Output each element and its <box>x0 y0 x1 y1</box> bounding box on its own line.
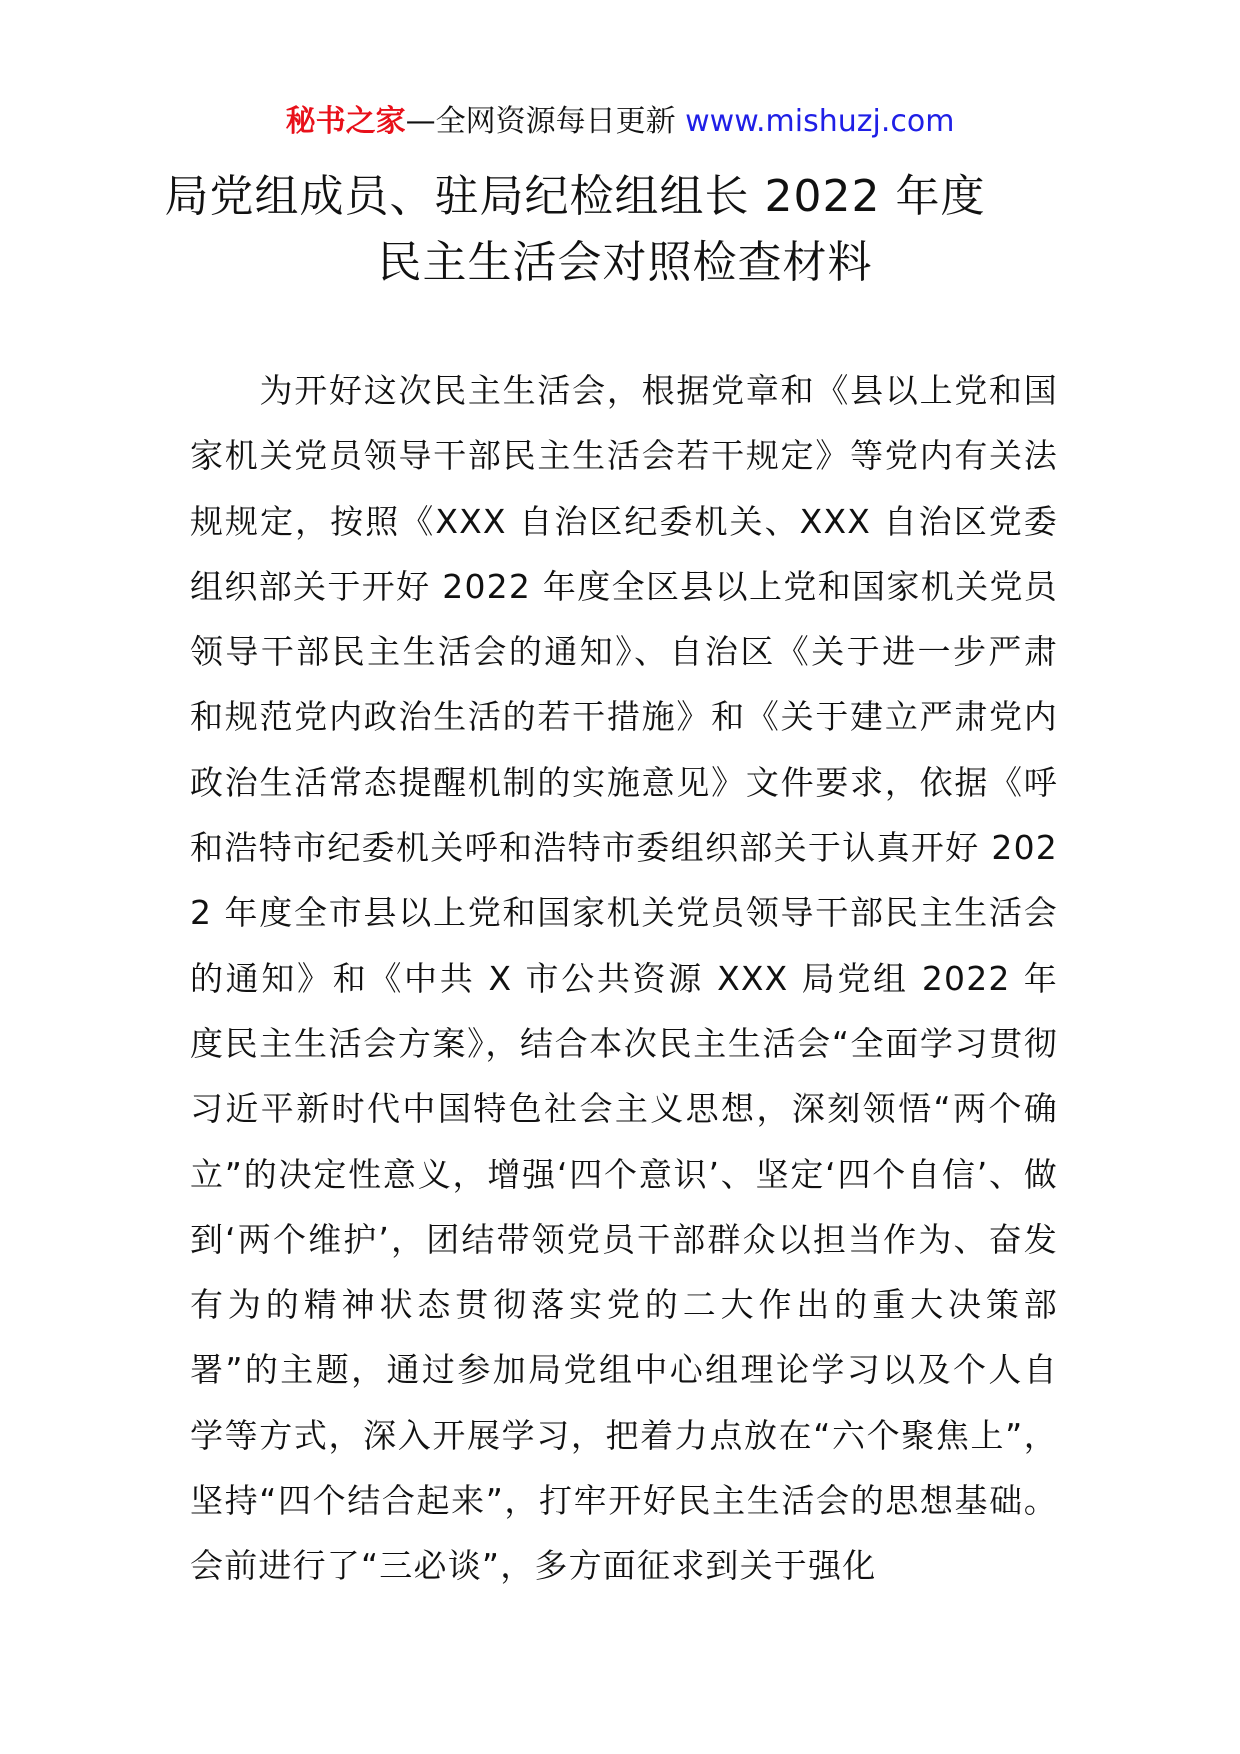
title-line-1: 局党组成员、驻局纪检组组长 2022 年度 <box>164 171 986 222</box>
site-header <box>0 100 1240 144</box>
site-url-link[interactable]: www.mishuzj.com <box>685 104 955 139</box>
header-tagline: —全网资源每日更新 <box>405 104 676 139</box>
document-title <box>0 164 1240 296</box>
brand-name: 秘书之家 <box>285 104 406 139</box>
body-paragraph: 为开好这次民主生活会，根据党章和《县以上党和国家机关党员领导干部民主生活会若干规定》等党内有关法规规定，按照《XXX 自治区纪委机关、XXX 自治区党委组织部关于开好 2022 年度全区县以上党和国家机关党员领导干部民主生活会的通知》、自治区《关于进一步严肃和规范党内政治生活的若干措施》和《关于建立严肃党内政治生活常态提醒机制的实施意见》文件要求，依据《呼和浩特市纪委机关呼和浩特市委组织部关于认真开好 2022 年度全市县以上党和国家机关党员领导干部民主生活会的通知》和《中共 X 市公共资源 XXX 局党组 2022 年度民主生活会方案》，结合本次民主生活会“全面学习贯彻习近平新时代中国特色社会主义思想，深刻领悟“两个确立”的决定性意义，增强‘四个意识’、坚定‘四个自信’、做到‘两个维护’，团结带领党员干部群众以担当作为、奋发有为的精神状态贯彻落实党的二大作出的重大决策部署”的主题，通过参加局党组中心组理论学习以及个人自学等方式，深入开展学习，把着力点放在“六个聚焦上”，坚持“四个结合起来”，打牢开好民主生活会的思想基础。会前进行了“三必谈”，多方面征求到关于强化 <box>190 371 1058 1586</box>
title-line-2: 民主生活会对照检查材料 <box>377 237 873 288</box>
